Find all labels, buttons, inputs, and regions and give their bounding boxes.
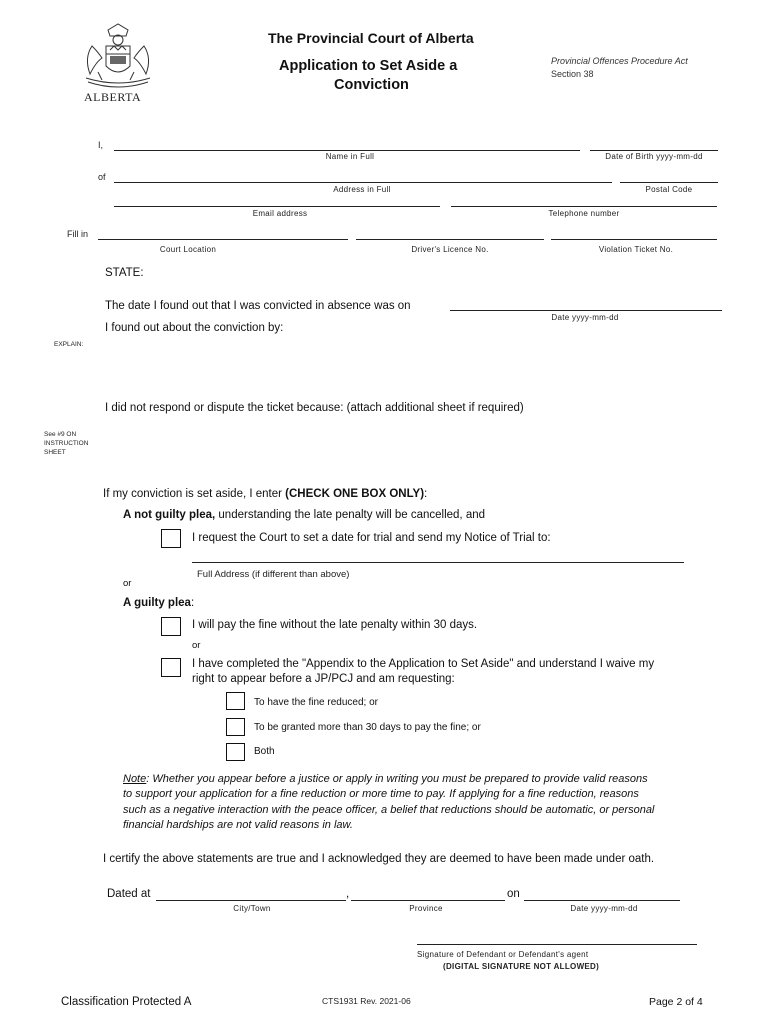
pay-fine-text: I will pay the fine without the late penalty within 30 days. [192,619,478,631]
plea-intro-suffix: : [424,488,428,500]
trial-address-field[interactable] [192,562,684,563]
explain-area[interactable] [105,340,705,396]
plea-intro-prefix: If my conviction is set aside, I enter [103,488,286,500]
telephone-caption: Telephone number [548,209,620,218]
coat-of-arms-icon [78,22,158,92]
digital-signature-note: (DIGITAL SIGNATURE NOT ALLOWED) [443,962,600,971]
city-field[interactable] [156,900,346,901]
pay-fine-checkbox[interactable] [161,617,181,636]
note-colon: : [146,773,150,785]
note-line-2: to support your application for a fine reduction or more time to pay. If applying for a fine reduction, reasons [123,788,639,801]
not-guilty-plea-heading [123,509,485,521]
signature-field[interactable] [417,944,697,945]
fine-reduced-checkbox[interactable] [226,692,245,710]
trial-request-text: I request the Court to set a date for trial and send my Notice of Trial to: [192,532,551,544]
drivers-licence-caption: Driver's Licence No. [411,245,489,254]
date-found-field[interactable] [450,310,722,311]
prefix-of: of [98,172,106,182]
section-reference: Section 38 [551,69,594,79]
violation-ticket-caption: Violation Ticket No. [598,245,674,254]
email-field[interactable] [114,206,440,207]
guilty-plea-heading [123,597,194,609]
name-caption: Name in Full [325,152,375,161]
date-signed-field[interactable] [524,900,680,901]
appendix-text-line1: I have completed the "Appendix to the Application to Set Aside" and understand I waive my [192,658,655,670]
court-location-field[interactable] [98,239,348,240]
address-caption: Address in Full [333,185,391,194]
logo-wordmark: ALBERTA [84,90,142,104]
prefix-i: I, [98,140,104,150]
both-checkbox[interactable] [226,743,245,761]
note-line-3: such as a negative interaction with the peace officer, a belief that reductions should be automatic, or personal [123,803,655,816]
postal-code-field[interactable] [620,182,718,183]
date-found-caption: Date yyyy-mm-dd [551,313,619,322]
no-respond-area[interactable] [105,420,705,478]
address-field[interactable] [114,182,612,183]
plea-intro [103,488,427,500]
note-line-1 [123,772,753,787]
province-caption: Province [409,904,443,913]
drivers-licence-field[interactable] [356,239,544,240]
side-note [44,430,88,457]
legal-note [123,772,753,833]
dated-at-label: Dated at [107,888,151,900]
on-label: on [507,888,520,900]
found-by-text: I found out about the conviction by: [105,322,284,334]
telephone-field[interactable] [451,206,717,207]
note-label: Note [123,773,147,785]
signature-caption: Signature of Defendant or Defendant's agent [417,950,589,959]
city-caption: City/Town [233,904,271,913]
state-label: STATE: [105,267,144,279]
side-note-line: INSTRUCTION [44,440,89,447]
or-separator-1: or [123,578,132,589]
act-reference: Provincial Offences Procedure Act [551,56,688,66]
dated-comma: , [346,888,350,900]
guilty-bold: A guilty plea [123,597,191,609]
side-note-line: SHEET [44,449,66,456]
more-time-text: To be granted more than 30 days to pay the fine; or [254,722,481,733]
court-name: The Provincial Court of Alberta [268,30,474,46]
page-number: Page 2 of 4 [649,996,703,1008]
dob-field[interactable] [590,150,718,151]
more-time-checkbox[interactable] [226,718,245,736]
note-line-4: financial hardships are not valid reasons in law. [123,818,353,831]
dob-caption: Date of Birth yyyy-mm-dd [605,152,703,161]
alberta-coat-of-arms-logo [78,22,158,104]
fill-in-label: Fill in [67,229,89,239]
certify-statement: I certify the above statements are true and I acknowledged they are deemed to have been made under oath. [103,853,655,865]
explain-label: EXPLAIN: [54,341,84,348]
guilty-suffix: : [190,597,195,609]
appendix-text-line2: right to appear before a JP/PCJ and am requesting: [192,673,455,685]
date-found-text: The date I found out that I was convicted in absence was on [105,300,411,312]
date-signed-caption: Date yyyy-mm-dd [570,904,638,913]
appendix-checkbox[interactable] [161,658,181,677]
no-respond-text: I did not respond or dispute the ticket because: (attach additional sheet if required) [105,402,524,414]
form-code: CTS1931 Rev. 2021-06 [322,996,411,1006]
email-caption: Email address [252,209,308,218]
form-title-line1: Application to Set Aside a [279,58,458,74]
note-line1: Whether you appear before a justice or apply in writing you must be prepared to provide valid reasons [149,773,648,785]
plea-intro-bold: (CHECK ONE BOX ONLY) [285,488,425,500]
name-field[interactable] [114,150,580,151]
full-address-caption: Full Address (if different than above) [197,569,350,580]
side-note-line: See #9 ON [44,431,77,438]
postal-code-caption: Postal Code [645,185,693,194]
fine-reduced-text: To have the fine reduced; or [254,697,378,708]
classification-label: Classification Protected A [61,996,192,1008]
not-guilty-rest: understanding the late penalty will be cancelled, and [215,509,486,521]
court-location-caption: Court Location [159,245,217,254]
form-title-line2: Conviction [334,77,409,93]
trial-request-checkbox[interactable] [161,529,181,548]
province-field[interactable] [351,900,505,901]
or-separator-2: or [192,640,201,651]
both-text: Both [254,746,275,757]
not-guilty-bold: A not guilty plea, [123,509,216,521]
violation-ticket-field[interactable] [551,239,717,240]
